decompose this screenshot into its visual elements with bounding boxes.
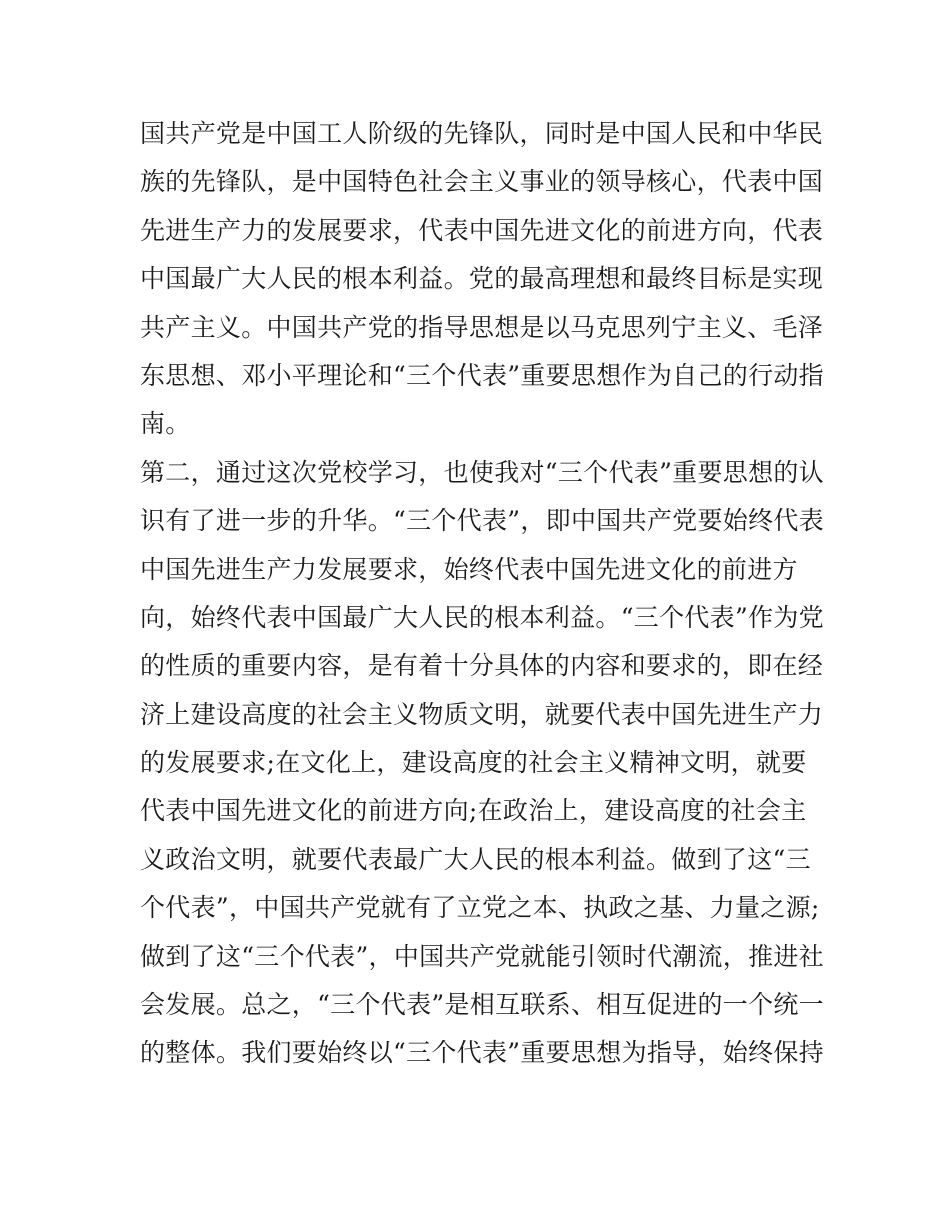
text-line: 国共产党是中国工人阶级的先锋队，同时是中国人民和中华民 xyxy=(140,119,824,148)
text-line: 济上建设高度的社会主义物质文明，就要代表中国先进生产力 xyxy=(140,699,824,729)
text-line: 的整体。我们要始终以“三个代表”重要思想为指导，始终保持 xyxy=(140,1038,824,1068)
text-line: 第二，通过这次党校学习，也使我对“三个代表”重要思想的认 xyxy=(140,457,824,487)
text-line: 向，始终代表中国最广大人民的根本利益。“三个代表”作为党 xyxy=(140,602,824,632)
text-line: 的发展要求;在文化上，建设高度的社会主义精神文明，就要 xyxy=(140,748,807,778)
text-line: 个代表”，中国共产党就有了立党之本、执政之基、力量之源; xyxy=(140,893,820,923)
text-line: 会发展。总之，“三个代表”是相互联系、相互促进的一个统一 xyxy=(140,990,824,1020)
text-line: 共产主义。中国共产党的指导思想是以马克思列宁主义、毛泽 xyxy=(140,312,824,342)
text-line: 东思想、邓小平理论和“三个代表”重要思想作为自己的行动指 xyxy=(140,360,824,390)
text-line: 的性质的重要内容，是有着十分具体的内容和要求的，即在经 xyxy=(140,651,824,681)
body-text xyxy=(140,110,824,1078)
text-line: 识有了进一步的升华。“三个代表”，即中国共产党要始终代表 xyxy=(140,506,824,536)
text-line: 中国先进生产力发展要求，始终代表中国先进文化的前进方 xyxy=(140,554,798,584)
text-line: 族的先锋队，是中国特色社会主义事业的领导核心，代表中国 xyxy=(140,167,824,197)
text-line: 义政治文明，就要代表最广大人民的根本利益。做到了这“三 xyxy=(140,844,811,874)
text-line: 中国最广大人民的根本利益。党的最高理想和最终目标是实现 xyxy=(140,264,824,294)
text-line: 做到了这“三个代表”，中国共产党就能引领时代潮流，推进社 xyxy=(140,941,824,971)
text-line: 南。 xyxy=(140,409,191,439)
text-line: 代表中国先进文化的前进方向;在政治上，建设高度的社会主 xyxy=(140,796,807,826)
text-line: 先进生产力的发展要求，代表中国先进文化的前进方向，代表 xyxy=(140,215,824,245)
